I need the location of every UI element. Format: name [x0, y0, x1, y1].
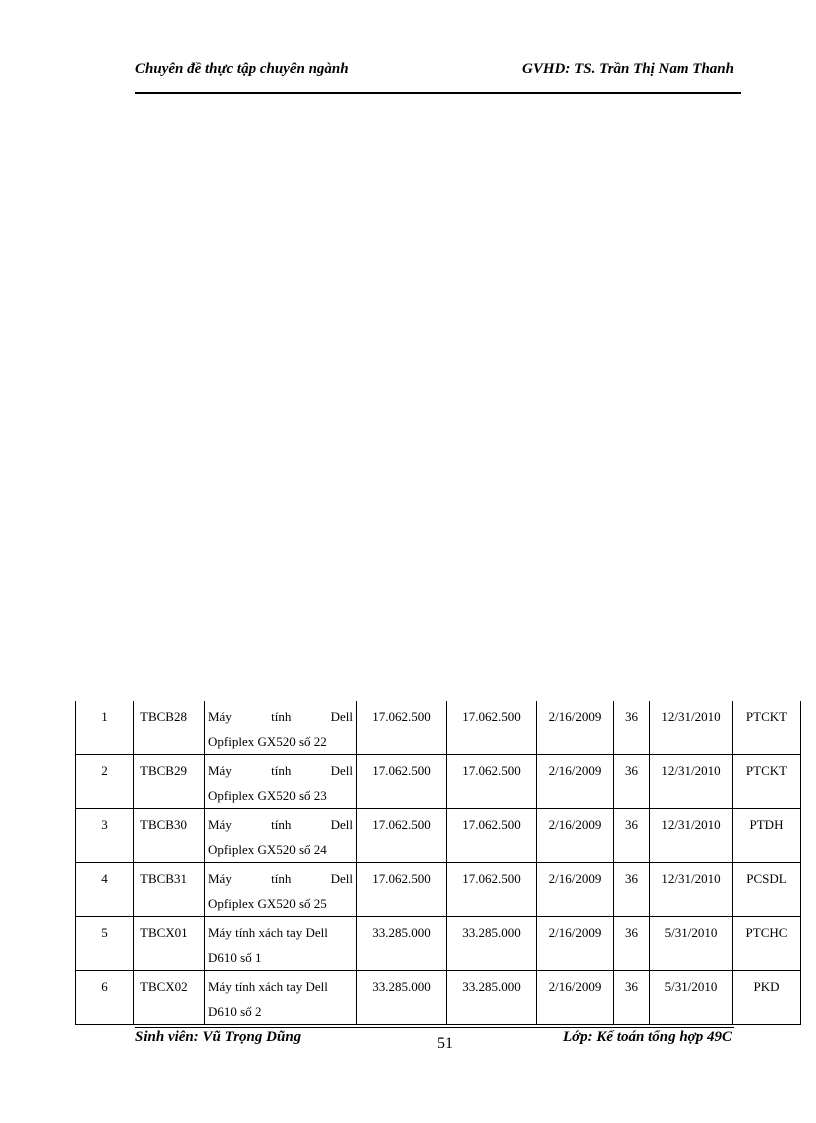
- cell-months: 36: [614, 755, 650, 809]
- cell-department: PTCHC: [733, 917, 801, 971]
- table-row: [76, 701, 801, 755]
- cell-value: 17.062.500: [447, 755, 537, 809]
- asset-name-word: Máy: [208, 763, 232, 778]
- cell-department: PKD: [733, 971, 801, 1025]
- cell-start-date: 2/16/2009: [537, 863, 614, 917]
- asset-name-word: Dell: [330, 763, 353, 778]
- cell-months: 36: [614, 701, 650, 755]
- cell-asset-code: TBCX01: [134, 917, 205, 971]
- cell-original-cost: 17.062.500: [357, 809, 447, 863]
- header-rule: [135, 92, 741, 94]
- footer-rule-double: [135, 1027, 734, 1028]
- cell-original-cost: 33.285.000: [357, 971, 447, 1025]
- cell-stt: 1: [76, 701, 134, 755]
- asset-name-word: Máy: [208, 709, 232, 724]
- cell-asset-code: TBCB31: [134, 863, 205, 917]
- cell-value: 33.285.000: [447, 917, 537, 971]
- footer-class: Lớp: Kế toán tổng hợp 49C: [562, 1029, 732, 1045]
- page-number: 51: [437, 1035, 453, 1052]
- cell-asset-name: [205, 863, 357, 917]
- cell-start-date: 2/16/2009: [537, 809, 614, 863]
- asset-name-word: Máy tính xách tay Dell: [208, 979, 328, 994]
- cell-start-date: 2/16/2009: [537, 917, 614, 971]
- cell-end-date: 12/31/2010: [650, 755, 733, 809]
- asset-name-word: Dell: [330, 817, 353, 832]
- table-row: [76, 755, 801, 809]
- asset-table-body: [76, 701, 801, 1025]
- cell-end-date: 12/31/2010: [650, 863, 733, 917]
- asset-name-word: tính: [271, 709, 292, 724]
- cell-original-cost: 17.062.500: [357, 755, 447, 809]
- asset-name-word: Dell: [330, 709, 353, 724]
- footer-student: Sinh viên: Vũ Trọng Dũng: [135, 1029, 302, 1045]
- cell-start-date: 2/16/2009: [537, 701, 614, 755]
- cell-end-date: 5/31/2010: [650, 971, 733, 1025]
- table-row: [76, 971, 801, 1025]
- cell-asset-code: TBCB29: [134, 755, 205, 809]
- cell-department: PTCKT: [733, 755, 801, 809]
- asset-name-line1: [208, 920, 353, 945]
- cell-start-date: 2/16/2009: [537, 971, 614, 1025]
- cell-original-cost: 33.285.000: [357, 917, 447, 971]
- cell-stt: 6: [76, 971, 134, 1025]
- cell-stt: 3: [76, 809, 134, 863]
- asset-name-word: Máy tính xách tay Dell: [208, 925, 328, 940]
- cell-asset-code: TBCB28: [134, 701, 205, 755]
- header-advisor: GVHD: TS. Trần Thị Nam Thanh: [522, 61, 734, 77]
- cell-end-date: 12/31/2010: [650, 701, 733, 755]
- cell-start-date: 2/16/2009: [537, 755, 614, 809]
- cell-value: 17.062.500: [447, 701, 537, 755]
- cell-original-cost: 17.062.500: [357, 863, 447, 917]
- cell-asset-code: TBCX02: [134, 971, 205, 1025]
- header-title: Chuyên đề thực tập chuyên ngành: [135, 61, 349, 77]
- asset-name-word: tính: [271, 763, 292, 778]
- asset-name-line1: [208, 866, 353, 891]
- cell-asset-name: [205, 755, 357, 809]
- table-row: [76, 917, 801, 971]
- cell-department: PCSDL: [733, 863, 801, 917]
- asset-name-word: Máy: [208, 871, 232, 886]
- cell-months: 36: [614, 971, 650, 1025]
- asset-name-line2: Opfiplex GX520 số 24: [208, 842, 327, 857]
- table-row: [76, 863, 801, 917]
- page-header: [135, 61, 740, 83]
- cell-end-date: 5/31/2010: [650, 917, 733, 971]
- asset-name-line2: Opfiplex GX520 số 25: [208, 896, 327, 911]
- asset-name-line1: [208, 758, 353, 783]
- asset-name-word: Dell: [330, 871, 353, 886]
- cell-value: 33.285.000: [447, 971, 537, 1025]
- cell-department: PTCKT: [733, 701, 801, 755]
- asset-name-line2: Opfiplex GX520 số 22: [208, 734, 327, 749]
- asset-name-line2: D610 số 2: [208, 1004, 262, 1019]
- cell-asset-name: [205, 701, 357, 755]
- asset-name-word: Máy: [208, 817, 232, 832]
- asset-name-word: tính: [271, 871, 292, 886]
- cell-asset-name: [205, 917, 357, 971]
- footer-rule: [135, 1024, 734, 1025]
- cell-months: 36: [614, 809, 650, 863]
- asset-name-line1: [208, 704, 353, 729]
- cell-months: 36: [614, 863, 650, 917]
- cell-department: PTDH: [733, 809, 801, 863]
- asset-name-line2: D610 số 1: [208, 950, 262, 965]
- table-row: [76, 809, 801, 863]
- cell-original-cost: 17.062.500: [357, 701, 447, 755]
- cell-stt: 5: [76, 917, 134, 971]
- asset-name-line1: [208, 974, 353, 999]
- asset-table: [75, 701, 801, 1025]
- asset-name-line1: [208, 812, 353, 837]
- cell-stt: 4: [76, 863, 134, 917]
- cell-stt: 2: [76, 755, 134, 809]
- cell-asset-name: [205, 971, 357, 1025]
- cell-value: 17.062.500: [447, 863, 537, 917]
- cell-months: 36: [614, 917, 650, 971]
- asset-name-word: tính: [271, 817, 292, 832]
- cell-asset-code: TBCB30: [134, 809, 205, 863]
- cell-asset-name: [205, 809, 357, 863]
- asset-name-line2: Opfiplex GX520 số 23: [208, 788, 327, 803]
- cell-end-date: 12/31/2010: [650, 809, 733, 863]
- cell-value: 17.062.500: [447, 809, 537, 863]
